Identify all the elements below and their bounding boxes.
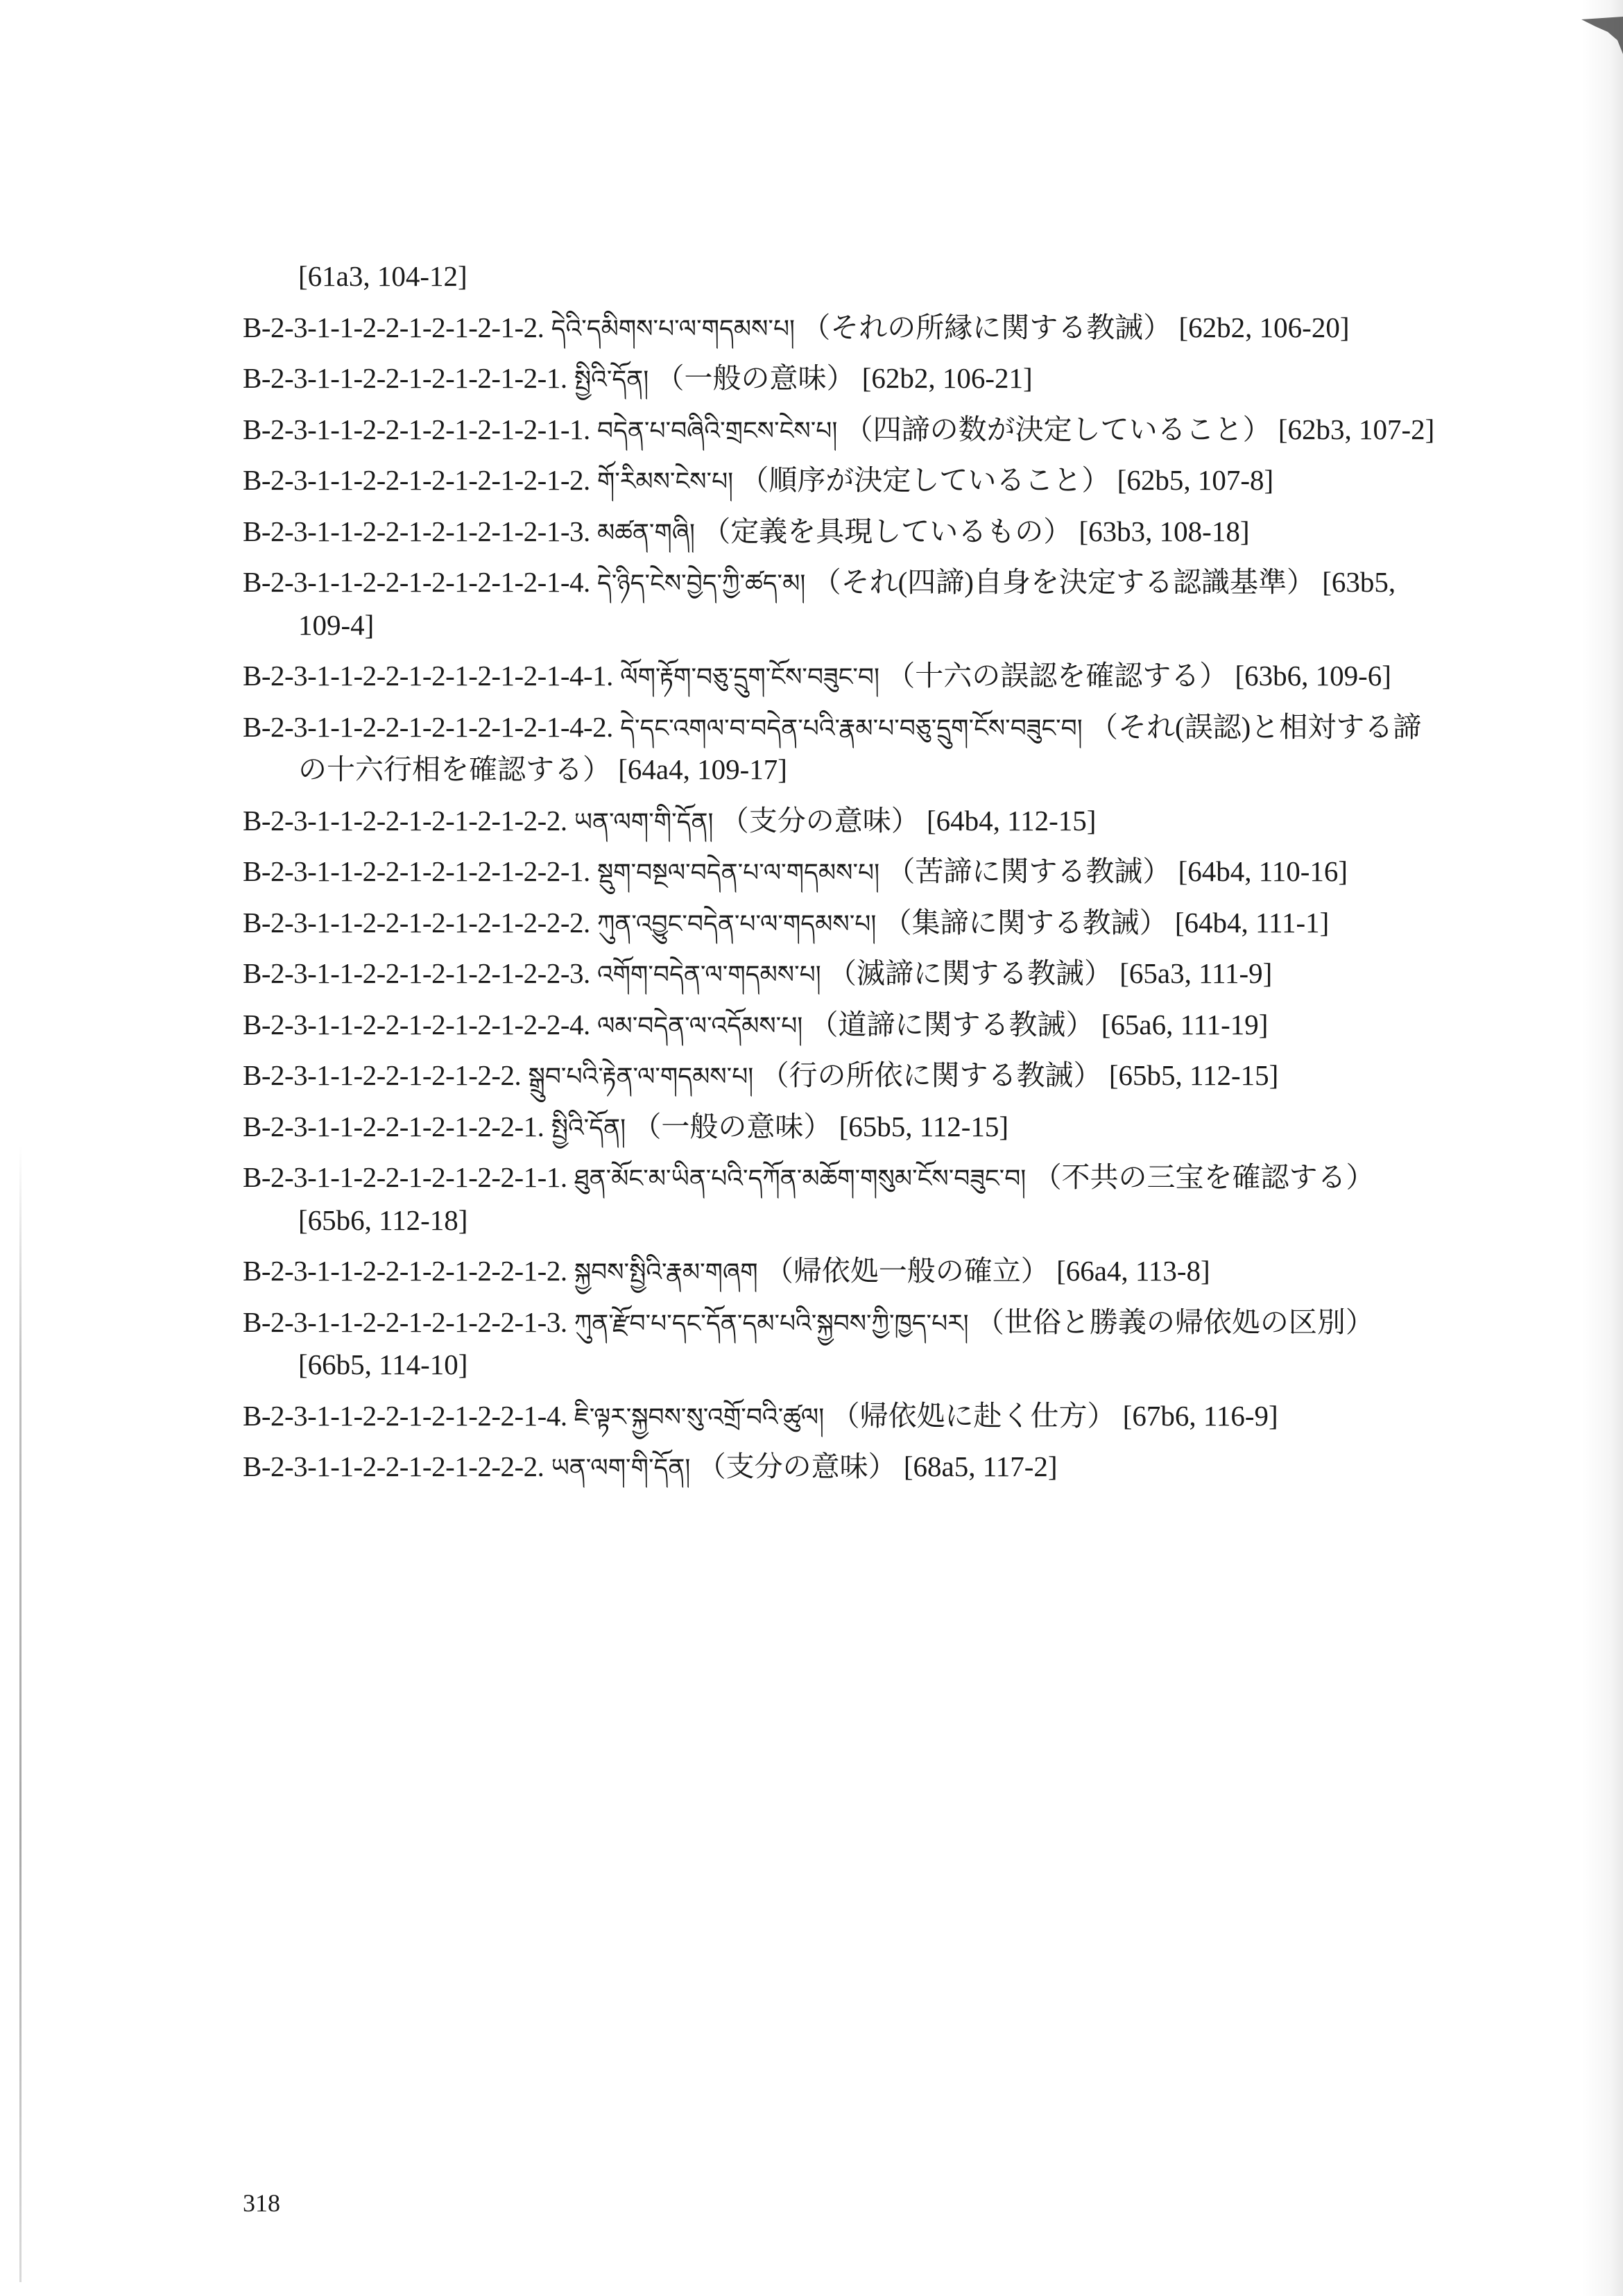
entry-gloss: （帰依処に赴く仕方） xyxy=(831,1399,1116,1432)
scan-shadow-left xyxy=(19,1145,22,2282)
entry-code: B-2-3-1-1-2-2-1-2-1-2-2-2. xyxy=(243,1450,544,1482)
outline-entries xyxy=(243,307,1450,1489)
entry-code: B-2-3-1-1-2-2-1-2-1-2-1-2-1-1. xyxy=(243,413,590,445)
entry-ref: [65b5, 112-15] xyxy=(1108,1059,1279,1091)
entry-gloss: （道諦に関する教誡） xyxy=(809,1008,1094,1040)
entry-ref: [62b2, 106-21] xyxy=(861,362,1033,394)
entry-tibetan: འགོག་བདེན་ལ་གདམས་པ། xyxy=(597,961,821,989)
entry-gloss: （四諦の数が決定していること） xyxy=(844,413,1271,445)
entry-gloss: （定義を具現しているもの） xyxy=(702,515,1072,547)
continuation-ref: [61a3, 104-12] xyxy=(298,260,467,292)
entry-ref: [64a4, 109-17] xyxy=(618,753,787,785)
entry-tibetan: སྡུག་བསྔལ་བདེན་པ་ལ་གདམས་པ། xyxy=(597,859,880,887)
entry-ref: [65b5, 112-15] xyxy=(839,1110,1009,1142)
outline-entry xyxy=(243,409,1450,452)
entry-code: B-2-3-1-1-2-2-1-2-1-2-1-2-2-4. xyxy=(243,1008,590,1040)
entry-gloss: （それ(四諦)自身を決定する認識基準） xyxy=(812,566,1315,598)
entry-tibetan: ཇི་ལྟར་སྐྱབས་སུ་འགྲོ་བའི་ཚུལ། xyxy=(574,1403,825,1432)
outline-entry xyxy=(243,1446,1450,1489)
entry-ref: [66b5, 114-10] xyxy=(298,1348,468,1380)
entry-tibetan: ལོག་རྟོག་བཅུ་དྲུག་ངོས་བཟུང་བ། xyxy=(620,663,879,692)
entry-code: B-2-3-1-1-2-2-1-2-1-2-2-1-1. xyxy=(243,1161,567,1193)
entry-ref: [66a4, 113-8] xyxy=(1056,1255,1210,1287)
entry-tibetan: བདེན་པ་བཞིའི་གྲངས་ངེས་པ། xyxy=(597,416,838,445)
entry-ref: [68a5, 117-2] xyxy=(903,1450,1058,1482)
entry-ref: [64b4, 111-1] xyxy=(1174,906,1330,939)
entry-tibetan: གོ་རིམས་ངེས་པ། xyxy=(597,468,734,496)
entry-code: B-2-3-1-1-2-2-1-2-1-2-2-1-4. xyxy=(243,1399,567,1432)
entry-gloss: （行の所依に関する教誡） xyxy=(760,1059,1102,1091)
entry-code: B-2-3-1-1-2-2-1-2-1-2-1-2-1-4-1. xyxy=(243,660,613,692)
entry-ref: [67b6, 116-9] xyxy=(1122,1399,1278,1432)
entry-tibetan: སྒྲུབ་པའི་རྟེན་ལ་གདམས་པ། xyxy=(528,1063,754,1091)
outline-entry xyxy=(243,1395,1450,1438)
outline-entry xyxy=(243,706,1450,791)
entry-tibetan: ཡན་ལག་གི་དོན། xyxy=(574,807,714,837)
entry-ref: [63b5, 109-4] xyxy=(298,566,1396,641)
entry-ref: [62b2, 106-20] xyxy=(1178,311,1350,343)
entry-code: B-2-3-1-1-2-2-1-2-1-2-1-2-1-3. xyxy=(243,515,590,547)
entry-code: B-2-3-1-1-2-2-1-2-1-2-1-2-1-2. xyxy=(243,464,590,496)
entry-gloss: （苦諦に関する教誡） xyxy=(886,855,1171,887)
outline-entry xyxy=(243,800,1450,843)
outline-entry xyxy=(243,655,1450,698)
entry-code: B-2-3-1-1-2-2-1-2-1-2-2-1-3. xyxy=(243,1305,567,1338)
entry-tibetan: སྤྱིའི་དོན། xyxy=(551,1113,626,1142)
outline-entry xyxy=(243,1106,1450,1149)
page-number: 318 xyxy=(243,2189,280,2217)
entry-code: B-2-3-1-1-2-2-1-2-1-2-1-2-2-1. xyxy=(243,855,590,887)
entry-tibetan: སྐྱབས་སྤྱིའི་རྣམ་གཞག xyxy=(574,1258,758,1287)
entry-gloss: （一般の意味） xyxy=(633,1110,832,1142)
entry-gloss: （十六の誤認を確認する） xyxy=(886,660,1228,692)
outline-entry xyxy=(243,511,1450,554)
entry-tibetan: དེ་ཉིད་ངེས་བྱེད་ཀྱི་ཚད་མ། xyxy=(597,569,806,598)
outline-entry xyxy=(243,357,1450,400)
entry-ref: [65a6, 111-19] xyxy=(1101,1008,1269,1040)
outline-entry xyxy=(243,1250,1450,1293)
entry-gloss: （帰依処一般の確立） xyxy=(764,1255,1049,1287)
entry-code: B-2-3-1-1-2-2-1-2-1-2-1-2-2-3. xyxy=(243,957,590,989)
entry-ref: [62b3, 107-2] xyxy=(1278,413,1435,445)
entry-tibetan: མཚན་གཞི། xyxy=(597,518,696,547)
entry-code: B-2-3-1-1-2-2-1-2-1-2-2-1-2. xyxy=(243,1255,567,1287)
outline-entry xyxy=(243,850,1450,893)
entry-gloss: （それ(誤認)と相対する諦の十六行相を確認する） xyxy=(298,710,1422,785)
entry-gloss: （順序が決定していること） xyxy=(740,464,1110,496)
entry-code: B-2-3-1-1-2-2-1-2-1-2-1-2-1-4. xyxy=(243,566,590,598)
outline-entry xyxy=(243,307,1450,350)
outline-entry xyxy=(243,902,1450,945)
entry-code: B-2-3-1-1-2-2-1-2-1-2-1-2-2-2. xyxy=(243,906,590,939)
entry-ref: [64b4, 112-15] xyxy=(927,804,1097,837)
outline-entry xyxy=(243,1054,1450,1097)
entry-code: B-2-3-1-1-2-2-1-2-1-2-2-1. xyxy=(243,1110,544,1142)
entry-ref: [63b3, 108-18] xyxy=(1079,515,1250,547)
outline-entry xyxy=(243,459,1450,502)
entry-tibetan: དེ་དང་འགལ་བ་བདེན་པའི་རྣམ་པ་བཅུ་དྲུག་ངོས་བཟུང་བ། xyxy=(620,714,1083,743)
entry-gloss: （集諦に関する教誡） xyxy=(883,906,1168,939)
entry-tibetan: ཡན་ལག་གི་དོན། xyxy=(551,1454,691,1482)
entry-gloss: （不共の三宝を確認する） xyxy=(1033,1161,1375,1193)
entry-ref: [65b6, 112-18] xyxy=(298,1203,468,1236)
outline-text-block xyxy=(243,255,1450,1497)
entry-tibetan: ལམ་བདེན་ལ་འདོམས་པ། xyxy=(597,1011,803,1040)
entry-gloss: （一般の意味） xyxy=(655,362,855,394)
outline-entry xyxy=(243,952,1450,995)
entry-ref: [64b4, 110-16] xyxy=(1178,855,1348,887)
entry-ref: [65a3, 111-9] xyxy=(1119,957,1273,989)
entry-gloss: （世俗と勝義の帰依処の区別） xyxy=(975,1305,1374,1338)
entry-code: B-2-3-1-1-2-2-1-2-1-2-2. xyxy=(243,1059,522,1091)
entry-tibetan: དེའི་དམིགས་པ་ལ་གདམས་པ། xyxy=(551,314,796,343)
entry-tibetan: ཐུན་མོང་མ་ཡིན་པའི་དཀོན་མཆོག་གསུམ་ངོས་བཟུང་བ། xyxy=(574,1165,1027,1193)
outline-entry xyxy=(243,1004,1450,1047)
outline-entry xyxy=(243,561,1450,646)
entry-gloss: （支分の意味） xyxy=(720,804,920,837)
entry-code: B-2-3-1-1-2-2-1-2-1-2-1-2-2. xyxy=(243,804,567,837)
entry-code: B-2-3-1-1-2-2-1-2-1-2-1-2. xyxy=(243,311,544,343)
entry-tibetan: ཀུན་རྫོབ་པ་དང་དོན་དམ་པའི་སྐྱབས་ཀྱི་ཁྱད་པར། xyxy=(574,1309,969,1338)
outline-entry xyxy=(243,1301,1450,1387)
entry-gloss: （それの所縁に関する教誡） xyxy=(802,311,1172,343)
corner-scan-mark xyxy=(1574,12,1623,61)
entry-tibetan: ཀུན་འབྱུང་བདེན་པ་ལ་གདམས་པ། xyxy=(597,909,877,939)
entry-tibetan: སྤྱིའི་དོན། xyxy=(574,366,649,394)
entry-ref: [62b5, 107-8] xyxy=(1117,464,1274,496)
outline-entry xyxy=(243,1156,1450,1242)
entry-ref: [63b6, 109-6] xyxy=(1235,660,1391,692)
scan-shadow-right xyxy=(1581,0,1623,2296)
entry-code: B-2-3-1-1-2-2-1-2-1-2-1-2-1-4-2. xyxy=(243,710,613,743)
entry-code: B-2-3-1-1-2-2-1-2-1-2-1-2-1. xyxy=(243,362,567,394)
entry-gloss: （滅諦に関する教誡） xyxy=(827,957,1113,989)
entry-gloss: （支分の意味） xyxy=(697,1450,897,1482)
